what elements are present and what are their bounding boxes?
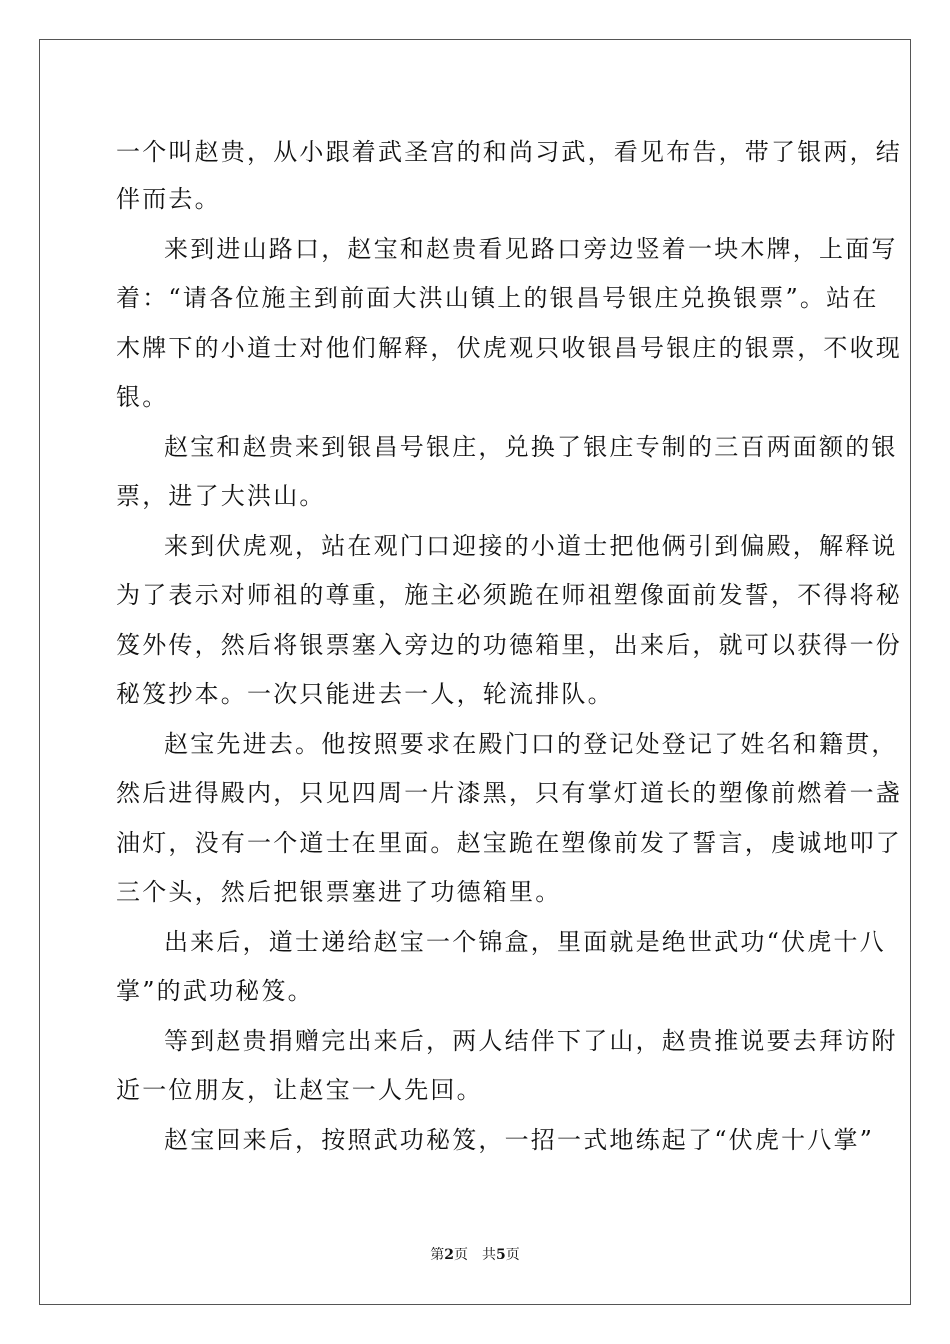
page-footer bbox=[0, 1246, 950, 1264]
text-line: 出来后，道士递给赵宝一个锦盒，里面就是绝世武功“伏虎十八 bbox=[164, 928, 886, 956]
text-line: 秘笈抄本。一次只能进去一人，轮流排队。 bbox=[116, 680, 614, 708]
text-line: 赵宝先进去。他按照要求在殿门口的登记处登记了姓名和籍贯， bbox=[164, 730, 898, 758]
text-line: 票，进了大洪山。 bbox=[116, 482, 326, 510]
text-line: 木牌下的小道士对他们解释，伏虎观只收银昌号银庄的银票，不收现 bbox=[116, 334, 902, 362]
text-line: 笈外传，然后将银票塞入旁边的功德箱里，出来后，就可以获得一份 bbox=[116, 631, 902, 659]
page-border bbox=[39, 39, 911, 1305]
text-line: 掌”的武功秘笈。 bbox=[116, 977, 314, 1005]
text-line: 银。 bbox=[116, 383, 169, 411]
footer-page-suffix: 页 bbox=[505, 1247, 520, 1263]
text-line: 近一位朋友，让赵宝一人先回。 bbox=[116, 1076, 483, 1104]
text-line: 来到伏虎观，站在观门口迎接的小道士把他俩引到偏殿，解释说 bbox=[164, 532, 898, 560]
text-line: 为了表示对师祖的尊重，施主必须跪在师祖塑像面前发誓，不得将秘 bbox=[116, 581, 902, 609]
footer-page-current: 2 bbox=[444, 1247, 454, 1263]
text-line: 着：“请各位施主到前面大洪山镇上的银昌号银庄兑换银票”。站在 bbox=[116, 284, 879, 312]
text-line: 伴而去。 bbox=[116, 185, 221, 213]
text-line: 一个叫赵贵，从小跟着武圣宫的和尚习武，看见布告，带了银两，结 bbox=[116, 138, 902, 166]
footer-page-mid: 页 共 bbox=[454, 1247, 496, 1263]
text-line: 赵宝回来后，按照武功秘笈，一招一式地练起了“伏虎十八掌” bbox=[164, 1126, 875, 1154]
text-line: 等到赵贵捐赠完出来后，两人结伴下了山，赵贵推说要去拜访附 bbox=[164, 1027, 898, 1055]
footer-page-prefix: 第 bbox=[430, 1247, 445, 1263]
text-line: 然后进得殿内，只见四周一片漆黑，只有掌灯道长的塑像前燃着一盏 bbox=[116, 779, 902, 807]
footer-page-total: 5 bbox=[496, 1247, 506, 1263]
text-line: 油灯，没有一个道士在里面。赵宝跪在塑像前发了誓言，虔诚地叩了 bbox=[116, 829, 902, 857]
text-line: 三个头，然后把银票塞进了功德箱里。 bbox=[116, 878, 562, 906]
text-line: 赵宝和赵贵来到银昌号银庄，兑换了银庄专制的三百两面额的银 bbox=[164, 433, 898, 461]
text-line: 来到进山路口，赵宝和赵贵看见路口旁边竖着一块木牌，上面写 bbox=[164, 235, 898, 263]
